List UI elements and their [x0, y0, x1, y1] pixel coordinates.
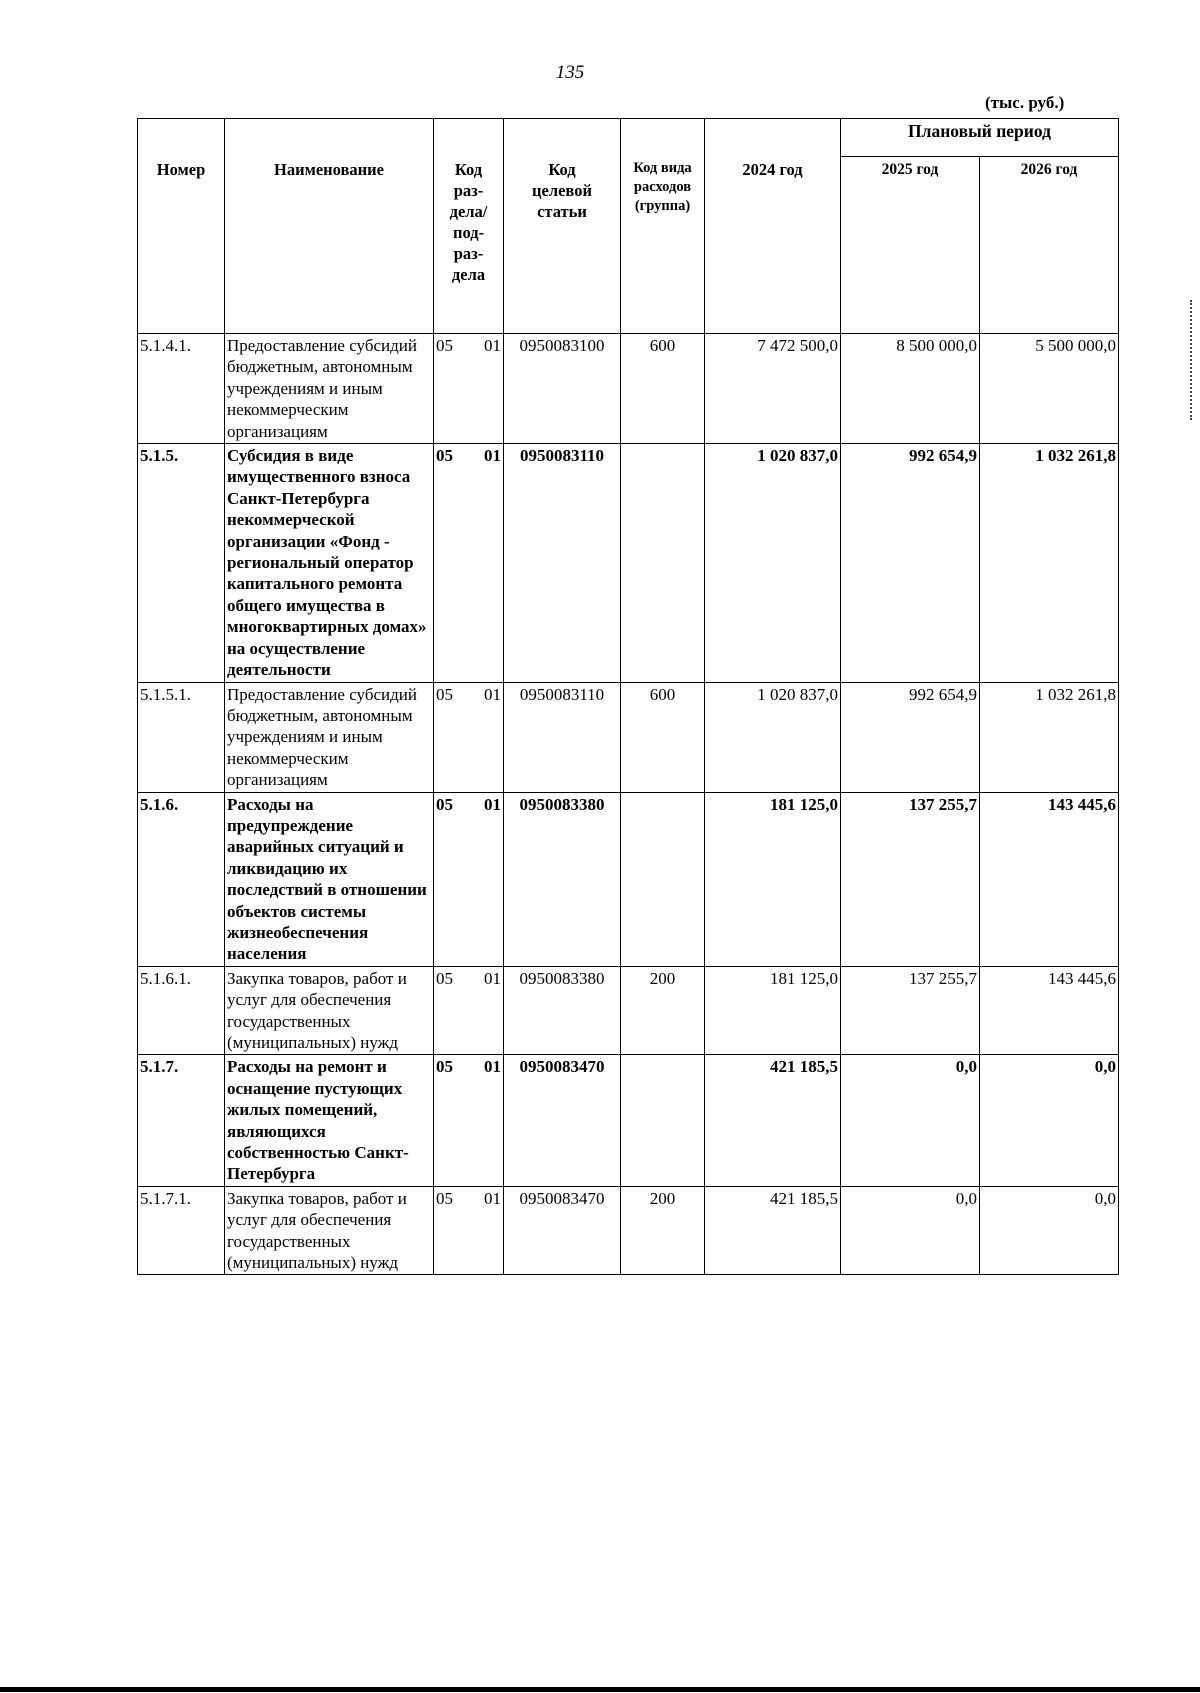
header-number: Номер	[138, 119, 225, 334]
row-name: Закупка товаров, работ и услуг для обеспечения государственных (муниципальных) нужд	[225, 1186, 434, 1275]
row-number: 5.1.6.1.	[138, 966, 225, 1055]
row-razdel: 05	[436, 968, 453, 988]
row-amount-2024: 181 125,0	[705, 792, 841, 966]
row-razdel: 05	[436, 446, 453, 466]
row-amount-2024: 421 185,5	[705, 1055, 841, 1186]
row-expense-type: 200	[621, 966, 705, 1055]
header-expense-type-code	[621, 119, 705, 334]
table-row	[138, 334, 1119, 444]
row-target-code: 0950083380	[504, 792, 621, 966]
row-amount-2026: 0,0	[980, 1055, 1119, 1186]
row-section-code	[434, 1186, 504, 1275]
header-target-line: статьи	[537, 202, 587, 221]
row-amount-2024: 1 020 837,0	[705, 444, 841, 682]
row-razdel: 05	[436, 1057, 453, 1077]
row-podrazdel: 01	[484, 1057, 501, 1077]
row-name: Закупка товаров, работ и услуг для обеспечения государственных (муниципальных) нужд	[225, 966, 434, 1055]
row-amount-2026: 1 032 261,8	[980, 444, 1119, 682]
row-number: 5.1.7.	[138, 1055, 225, 1186]
row-amount-2025: 992 654,9	[841, 682, 980, 792]
row-number: 5.1.6.	[138, 792, 225, 966]
units-label: (тыс. руб.)	[985, 93, 1065, 112]
row-section-code	[434, 334, 504, 444]
budget-table	[137, 118, 1119, 1275]
row-amount-2024: 1 020 837,0	[705, 682, 841, 792]
row-section-code	[434, 444, 504, 682]
table-row	[138, 1186, 1119, 1275]
table-header	[138, 119, 1119, 334]
header-target-code	[504, 119, 621, 334]
row-section-code	[434, 682, 504, 792]
header-expense-line: (группа)	[634, 198, 691, 214]
row-amount-2024: 7 472 500,0	[705, 334, 841, 444]
header-year-2026: 2026 год	[980, 157, 1119, 334]
header-name: Наименование	[225, 119, 434, 334]
header-expense-line: Код вида	[633, 160, 692, 176]
row-target-code: 0950083470	[504, 1186, 621, 1275]
row-number: 5.1.5.1.	[138, 682, 225, 792]
header-section-line: дела/	[449, 202, 488, 221]
scan-bottom-border	[0, 1687, 1200, 1692]
table-row	[138, 966, 1119, 1055]
row-target-code: 0950083110	[504, 682, 621, 792]
table-row	[138, 1055, 1119, 1186]
header-year-2025: 2025 год	[841, 157, 980, 334]
row-expense-type: 200	[621, 1186, 705, 1275]
row-amount-2024: 181 125,0	[705, 966, 841, 1055]
row-expense-type: 600	[621, 682, 705, 792]
header-expense-line: расходов	[633, 179, 692, 195]
row-target-code: 0950083380	[504, 966, 621, 1055]
row-target-code: 0950083470	[504, 1055, 621, 1186]
table-row	[138, 444, 1119, 682]
row-name: Субсидия в виде имущественного взноса Санкт-Петербурга некоммерческой организации «Фонд - региональный оператор капитального ремонта общего имущества в многоквартирных домах» на осуществление деятельности	[225, 444, 434, 682]
row-podrazdel: 01	[484, 446, 501, 466]
header-target-line: целевой	[532, 181, 592, 200]
table-body	[138, 334, 1119, 1275]
row-podrazdel: 01	[484, 1188, 501, 1208]
row-amount-2026: 143 445,6	[980, 966, 1119, 1055]
header-year-2024: 2024 год	[705, 119, 841, 334]
row-name: Предоставление субсидий бюджетным, автономным учреждениям и иным некоммерческим организациям	[225, 682, 434, 792]
row-amount-2025: 0,0	[841, 1186, 980, 1275]
row-name: Расходы на ремонт и оснащение пустующих жилых помещений, являющихся собственностью Санкт-Петербурга	[225, 1055, 434, 1186]
row-razdel: 05	[436, 794, 453, 814]
row-number: 5.1.7.1.	[138, 1186, 225, 1275]
header-section-line: Код	[454, 160, 483, 179]
row-razdel: 05	[436, 336, 453, 355]
row-amount-2026: 143 445,6	[980, 792, 1119, 966]
row-expense-type: 600	[621, 334, 705, 444]
row-amount-2025: 137 255,7	[841, 966, 980, 1055]
row-podrazdel: 01	[484, 684, 501, 704]
row-expense-type	[621, 792, 705, 966]
row-amount-2024: 421 185,5	[705, 1186, 841, 1275]
row-name: Предоставление субсидий бюджетным, автономным учреждениям и иным некоммерческим организациям	[225, 334, 434, 444]
header-planning-period: Плановый период	[841, 119, 1119, 157]
row-podrazdel: 01	[484, 336, 501, 355]
page-number: 135	[555, 62, 585, 83]
row-podrazdel: 01	[484, 968, 501, 988]
row-name: Расходы на предупреждение аварийных ситуаций и ликвидацию их последствий в отношении объектов системы жизнеобеспечения населения	[225, 792, 434, 966]
table-row	[138, 682, 1119, 792]
header-section-code	[434, 119, 504, 334]
row-target-code: 0950083110	[504, 444, 621, 682]
row-number: 5.1.4.1.	[138, 334, 225, 444]
row-amount-2026: 0,0	[980, 1186, 1119, 1275]
row-expense-type	[621, 1055, 705, 1186]
row-amount-2025: 0,0	[841, 1055, 980, 1186]
row-section-code	[434, 966, 504, 1055]
row-section-code	[434, 792, 504, 966]
header-target-line: Код	[548, 160, 576, 179]
row-amount-2026: 5 500 000,0	[980, 334, 1119, 444]
row-amount-2025: 8 500 000,0	[841, 334, 980, 444]
scan-edge-marks	[1190, 300, 1195, 420]
row-number: 5.1.5.	[138, 444, 225, 682]
row-amount-2025: 137 255,7	[841, 792, 980, 966]
row-amount-2026: 1 032 261,8	[980, 682, 1119, 792]
row-target-code: 0950083100	[504, 334, 621, 444]
row-amount-2025: 992 654,9	[841, 444, 980, 682]
row-podrazdel: 01	[484, 794, 501, 814]
header-section-line: раз-	[453, 244, 484, 263]
row-razdel: 05	[436, 1188, 453, 1208]
row-section-code	[434, 1055, 504, 1186]
header-section-line: дела	[451, 265, 486, 284]
header-section-line: раз-	[453, 181, 484, 200]
row-expense-type	[621, 444, 705, 682]
row-razdel: 05	[436, 684, 453, 704]
header-section-line: под-	[452, 223, 485, 242]
table-row	[138, 792, 1119, 966]
